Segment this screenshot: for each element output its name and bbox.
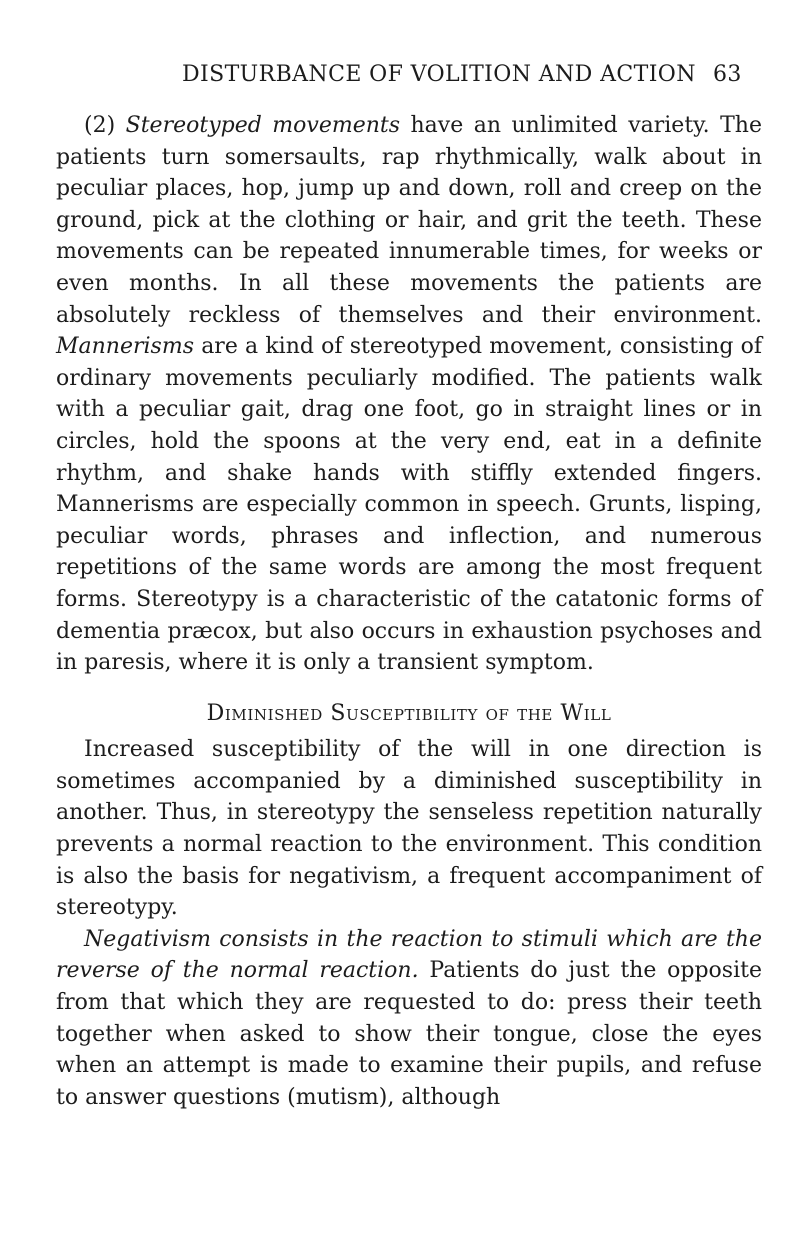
term-mannerisms: Mannerisms xyxy=(56,334,194,360)
paragraph-negativism xyxy=(56,924,762,1114)
section-heading: Diminished Susceptibility of the Will xyxy=(206,700,612,726)
term-negativism: Negativism consists in the reaction to stimuli which are the reverse of the normal reaction. xyxy=(56,926,762,984)
paragraph-text: are a kind of stereotyped movement, consisting of ordinary movements peculiarly modified. The patients walk with a peculiar gait, drag one foot, go in straight lines or in circles, hold the spoons at the very end, eat in a definite rhythm, and shake hands with stiffly extended fingers. Mannerisms are especially common in speech. Grunts, lisping, peculiar words, phrases and inflection, and numerous repetitions of the same words are among the most frequent forms. Stereotypy is a characteristic of the catatonic forms of dementia præcox, but also occurs in exhaustion psychoses and in paresis, where it is only a transient symptom. xyxy=(56,334,762,676)
paragraph-text: have an unlimited variety. The patients turn somersaults, rap rhythmically, walk about in peculiar places, hop, jump up and down, roll and creep on the ground, pick at the clothing or hair, and grit the teeth. These movements can be repeated innumerable times, for weeks or even months. In all these movements the patients are absolutely reckless of themselves and their environment. xyxy=(56,113,762,328)
running-head-title: DISTURBANCE OF VOLITION AND ACTION xyxy=(182,62,696,87)
paragraph-text: Patients do just the opposite from that which they are requested to do: press their teeth together when asked to show their tongue, close the eyes when an attempt is made to examine their pupils, and refuse to answer questions (mutism), although xyxy=(56,958,762,1110)
term-stereotyped-movements: Stereotyped movements xyxy=(125,113,401,138)
body-text xyxy=(56,110,762,1113)
paragraph-stereotyped-movements xyxy=(56,110,762,679)
page-number: 63 xyxy=(713,62,742,87)
paragraph-lead: (2) xyxy=(84,113,126,138)
paragraph-diminished-susceptibility: Increased susceptibility of the will in one direction is sometimes accompanied by a diminished susceptibility in another. Thus, in stereotypy the senseless repetition naturally prevents a normal reaction to the environment. This condition is also the basis for negativism, a frequent accompaniment of stereotypy. xyxy=(56,737,762,921)
